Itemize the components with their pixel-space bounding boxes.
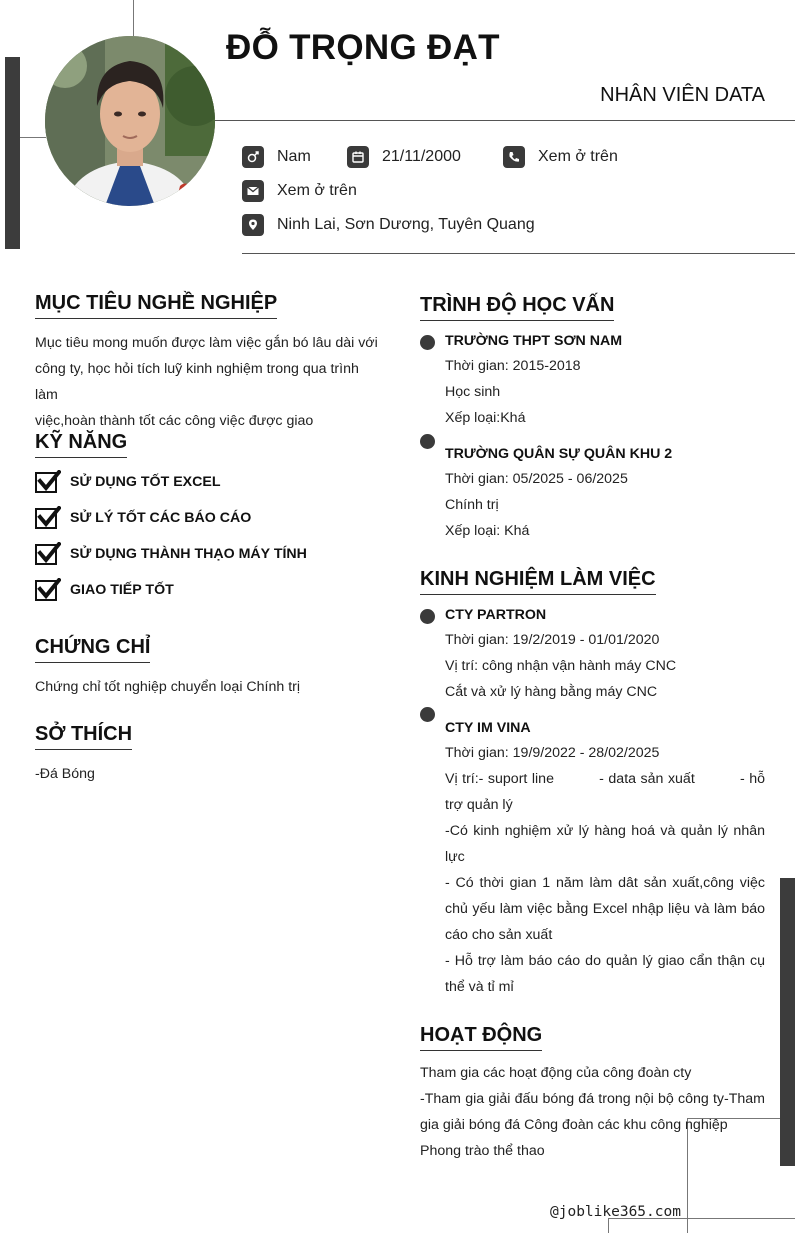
decor-bar-left — [5, 57, 20, 249]
experience-detail: - Hỗ trợ làm báo cáo do quản lý giao cẩn thận cụ thể và tỉ mỉ — [445, 953, 765, 995]
info-address — [242, 213, 535, 237]
skills-title: KỸ NĂNG — [35, 431, 127, 458]
skill-label: SỬ DỤNG TỐT EXCEL — [70, 474, 221, 490]
objective-text — [35, 330, 385, 434]
location-pin-icon — [242, 214, 264, 236]
skill-item — [35, 505, 251, 531]
activities-text — [420, 1060, 765, 1164]
skill-item — [35, 577, 174, 603]
school-name: TRƯỜNG QUÂN SỰ QUÂN KHU 2 — [445, 446, 673, 462]
company-name: CTY IM VINA — [445, 720, 531, 736]
phone-text: Xem ở trên — [538, 148, 618, 165]
activity-line: Tham gia các hoạt động của công đoàn cty — [420, 1065, 692, 1081]
info-birthday — [347, 145, 461, 169]
education-title: TRÌNH ĐỘ HỌC VẤN — [420, 294, 614, 321]
gender-icon — [242, 146, 264, 168]
experience-details — [445, 627, 676, 705]
education-line: Học sinh — [445, 384, 501, 400]
education-line: Thời gian: 05/2025 - 06/2025 — [445, 471, 628, 487]
birthday-text: 21/11/2000 — [382, 148, 461, 165]
calendar-icon — [347, 146, 369, 168]
gender-text: Nam — [277, 148, 311, 165]
candidate-name: ĐỖ TRỌNG ĐẠT — [226, 28, 500, 67]
checkbox-checked-icon — [35, 470, 61, 494]
experience-line: Vị trí: công nhận vận hành máy CNC — [445, 658, 677, 674]
education-line: Xếp loại: Khá — [445, 523, 530, 539]
experience-line: Cắt và xử lý hàng bằng máy CNC — [445, 684, 658, 700]
header-rule — [214, 120, 795, 121]
avatar — [45, 36, 215, 206]
timeline-dot — [420, 434, 435, 449]
experience-details — [445, 740, 769, 1000]
company-name: CTY PARTRON — [445, 607, 547, 623]
skill-label: SỬ LÝ TỐT CÁC BÁO CÁO — [70, 510, 252, 526]
experience-time: Thời gian: 19/9/2022 - 28/02/2025 — [445, 745, 660, 761]
checkbox-checked-icon — [35, 542, 61, 566]
objective-line: Mục tiêu mong muốn được làm việc gắn bó lâu dài với — [35, 335, 378, 351]
school-name: TRƯỜNG THPT SƠN NAM — [445, 333, 623, 349]
certificates-text: Chứng chỉ tốt nghiệp chuyển loại Chính trị — [35, 679, 301, 695]
education-details — [445, 466, 628, 544]
job-title: NHÂN VIÊN DATA — [600, 84, 765, 106]
skill-label: SỬ DỤNG THÀNH THẠO MÁY TÍNH — [70, 546, 307, 562]
objective-title: MỤC TIÊU NGHỀ NGHIỆP — [35, 292, 277, 319]
education-details — [445, 353, 581, 431]
skill-item — [35, 541, 307, 567]
info-rule — [242, 253, 795, 254]
timeline-dot — [420, 335, 435, 350]
address-text: Ninh Lai, Sơn Dương, Tuyên Quang — [277, 216, 535, 233]
certificates-title: CHỨNG CHỈ — [35, 636, 150, 663]
timeline-dot — [420, 609, 435, 624]
checkbox-checked-icon — [35, 506, 61, 530]
decor-line — [133, 0, 134, 36]
info-phone — [503, 145, 618, 169]
envelope-icon — [242, 180, 264, 202]
email-text: Xem ở trên — [277, 182, 357, 199]
info-gender — [242, 145, 311, 169]
education-line: Xếp loại:Khá — [445, 410, 526, 426]
checkbox-checked-icon — [35, 578, 61, 602]
activities-title: HOẠT ĐỘNG — [420, 1024, 542, 1051]
objective-line: công ty, học hỏi tích luỹ kinh nghiệm trong qua trình làm — [35, 361, 359, 403]
phone-icon — [503, 146, 525, 168]
activity-line: Phong trào thể thao — [420, 1143, 545, 1159]
timeline-dot — [420, 707, 435, 722]
education-line: Chính trị — [445, 497, 499, 513]
decor-line — [20, 137, 46, 138]
hobbies-text: -Đá Bóng — [35, 766, 95, 782]
education-line: Thời gian: 2015-2018 — [445, 358, 581, 374]
decor-bar-right — [780, 878, 795, 1166]
info-email — [242, 179, 357, 203]
activity-line: -Tham gia giải đấu bóng đá trong nội bộ công ty-Tham gia giải bóng đá Công đoàn các khu công nghiệp — [420, 1091, 765, 1133]
experience-detail: - Có thời gian 1 năm làm dât sản xuất,công việc chủ yếu làm việc bằng Excel nhập liệu và làm báo cáo cho sản xuất — [445, 875, 765, 943]
decor-line — [608, 1218, 609, 1233]
hobbies-title: SỞ THÍCH — [35, 723, 132, 750]
experience-line: Thời gian: 19/2/2019 - 01/01/2020 — [445, 632, 660, 648]
skill-label: GIAO TIẾP TỐT — [70, 582, 174, 598]
experience-detail: -Có kinh nghiệm xử lý hàng hoá và quản lý nhân lực — [445, 823, 765, 865]
skill-item — [35, 469, 221, 495]
experience-position: Vị trí:- suport line - data sản xuất - hỗ trợ quản lý — [445, 771, 769, 813]
footer-watermark: @joblike365.com — [550, 1204, 681, 1220]
objective-line: việc,hoàn thành tốt các công việc được giao — [35, 413, 314, 429]
experience-title: KINH NGHIỆM LÀM VIỆC — [420, 568, 656, 595]
